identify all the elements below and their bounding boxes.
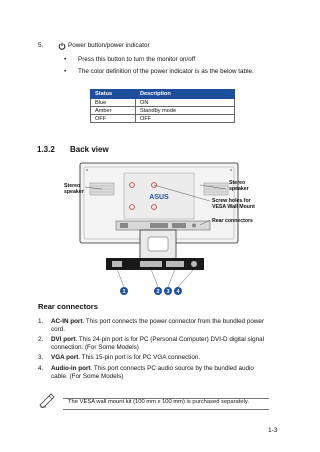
table-header-row <box>91 90 235 99</box>
section-5-heading <box>58 42 150 50</box>
callout-line: Stereo <box>64 183 81 189</box>
bullet-text: The color definition of the power indicator is as the below table. <box>78 68 254 75</box>
table-cell: Amber <box>91 107 136 115</box>
corner-screw <box>86 169 88 171</box>
list-number: 1. <box>38 318 44 325</box>
power-icon <box>58 42 66 50</box>
stereo-speaker-right-label <box>229 180 249 192</box>
asus-logo: ASUS <box>149 194 169 201</box>
right-speaker-grille <box>204 183 228 195</box>
section-5-number: 5. <box>38 42 44 49</box>
section-title: Back view <box>70 145 109 154</box>
port-shape <box>172 223 186 228</box>
list-item-text-cont: connection. (For Some Models) <box>51 344 139 352</box>
marker-label: 3 <box>166 289 170 295</box>
marker-2 <box>154 287 162 295</box>
table-cell: Standby mode <box>136 107 235 115</box>
bullet-dot-icon: • <box>64 68 67 75</box>
table-row <box>91 99 235 107</box>
port-shape <box>150 223 168 228</box>
table-cell: OFF <box>136 115 235 123</box>
stand-handle-hole <box>148 237 168 251</box>
callout-line: Stereo <box>229 180 246 186</box>
port-shape <box>192 224 196 228</box>
table-row <box>91 115 235 123</box>
list-item-term: VGA port <box>51 354 79 361</box>
marker-label: 4 <box>176 289 180 295</box>
list-item-term: AC-IN port <box>51 318 83 325</box>
rear-connectors-label: Rear connectors <box>212 218 253 224</box>
port-shape <box>120 223 128 228</box>
screw-holes-label <box>212 198 255 210</box>
list-item-text: . This 15-pin port is for PC VGA connection. <box>78 354 201 361</box>
note-text: The VESA wall mount kit (100 mm x 100 mm) is purchased separately. <box>68 399 249 405</box>
table-header-status: Status <box>91 90 136 99</box>
marker-3 <box>164 287 172 295</box>
marker-label: 1 <box>122 289 126 295</box>
marker-label: 2 <box>156 289 160 295</box>
callout-line: VESA Wall Mount <box>212 204 255 210</box>
table-row <box>91 107 235 115</box>
list-item <box>51 318 273 334</box>
dvi-port-shape <box>140 261 162 267</box>
list-item-text-cont: cable. (For Some Models) <box>51 373 124 381</box>
audio-port-shape <box>191 261 197 267</box>
list-number: 4. <box>38 365 44 372</box>
vga-port-shape <box>166 261 184 267</box>
section-5-title: Power button/power indicator <box>68 42 150 49</box>
table-header-description: Description <box>136 90 235 99</box>
bullet-dot-icon: • <box>64 56 67 63</box>
list-item <box>51 336 273 352</box>
list-number: 3. <box>38 354 44 361</box>
marker-1 <box>120 287 128 295</box>
list-item-text: . This port connects PC audio source by the bundled audio <box>90 365 254 372</box>
list-item-term: Audio-in port <box>51 365 91 372</box>
callout-line: Screw holes for <box>212 198 251 204</box>
corner-screw <box>230 169 232 171</box>
list-item-term: DVI port <box>51 336 76 343</box>
rear-connectors-heading: Rear connectors <box>38 302 98 311</box>
list-item <box>51 354 273 362</box>
page-number: 1-3 <box>268 427 278 434</box>
list-item-text-cont: cord. <box>51 326 65 334</box>
pencil-note-icon <box>38 392 58 408</box>
callout-line: speaker <box>229 186 249 192</box>
list-number: 2. <box>38 336 44 343</box>
list-item <box>51 365 273 381</box>
callout-line: speaker <box>64 189 84 195</box>
list-item-text: . This 24-pin port is for PC (Personal Computer) DVI-D digital signal <box>75 336 265 343</box>
power-indicator-table <box>90 89 235 123</box>
section-number: 1.3.2 <box>37 145 55 154</box>
marker-4 <box>174 287 182 295</box>
bullet-text: Press this button to turn the monitor on/off <box>78 56 196 63</box>
table-cell: OFF <box>91 115 136 123</box>
stereo-speaker-left-label <box>64 183 84 195</box>
table-cell: Blue <box>91 99 136 107</box>
table-cell: ON <box>136 99 235 107</box>
list-item-text: . This port connects the power connector from the bundled power <box>82 318 265 325</box>
ac-in-port-shape <box>112 261 122 267</box>
